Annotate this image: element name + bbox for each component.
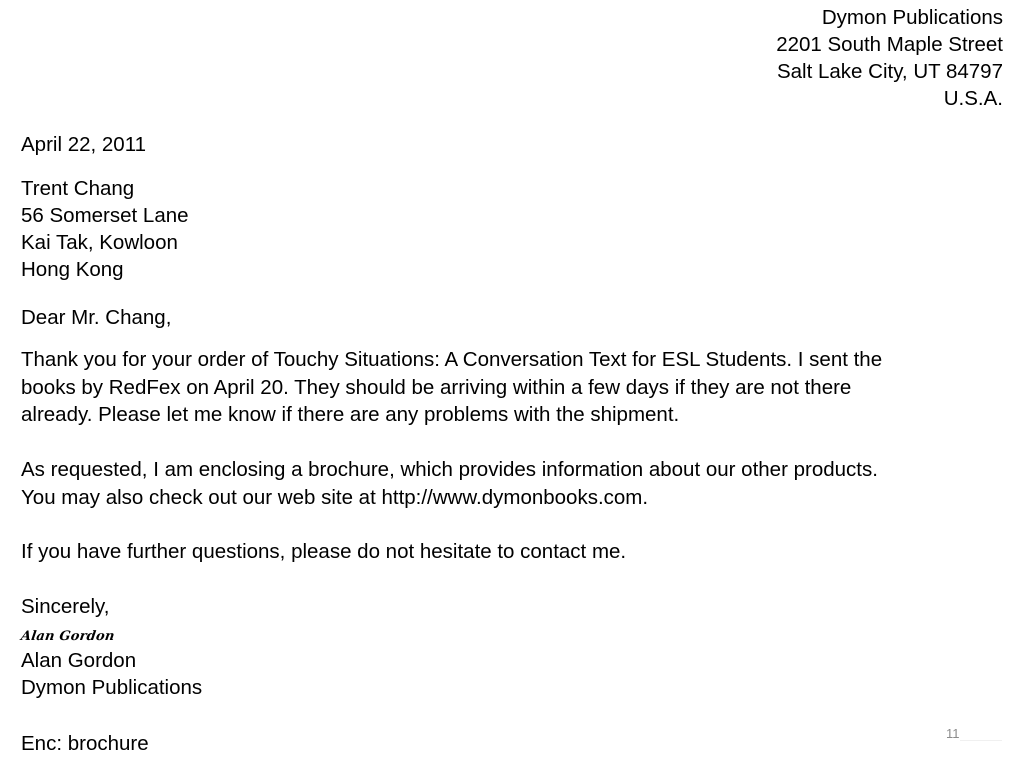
valediction: Sincerely,: [21, 595, 110, 618]
body-paragraph-1: [21, 346, 1001, 429]
handwritten-signature: Alan Gordon: [19, 629, 116, 644]
sender-address: [776, 4, 1003, 112]
letter-date: April 22, 2011: [21, 133, 146, 156]
body-paragraph-3: [21, 538, 1001, 566]
body-line: As requested, I am enclosing a brochure, which provides information about our other products.: [21, 458, 878, 481]
sender-company: Dymon Publications: [821, 6, 1003, 29]
recipient-country: Hong Kong: [21, 258, 124, 281]
signer-name: Alan Gordon: [21, 649, 137, 672]
sender-country: U.S.A.: [943, 87, 1003, 110]
body-line: books by RedFex on April 20. They should be arriving within a few days if they are not there: [21, 375, 852, 399]
recipient-address: [21, 175, 189, 283]
closing-block: [21, 593, 202, 701]
salutation-text: Dear Mr. Chang,: [21, 306, 172, 329]
body-line: Thank you for your order of Touchy Situations: A Conversation Text for ESL Students. I sent the: [21, 348, 883, 371]
signer-company: Dymon Publications: [21, 676, 203, 699]
recipient-street: 56 Somerset Lane: [21, 204, 189, 227]
recipient-district: Kai Tak, Kowloon: [21, 231, 178, 254]
body-line: already. Please let me know if there are any problems with the shipment.: [21, 403, 680, 426]
body-line: If you have further questions, please do not hesitate to contact me.: [21, 540, 627, 563]
enclosure-note: Enc: brochure: [21, 732, 149, 755]
recipient-name: Trent Chang: [21, 177, 135, 200]
body-line: You may also check out our web site at http://www.dymonbooks.com.: [21, 485, 649, 509]
body-paragraph-2: [21, 456, 1001, 511]
salutation: [21, 304, 171, 331]
sender-city: Salt Lake City, UT 84797: [776, 60, 1003, 83]
sender-street: 2201 South Maple Street: [776, 33, 1003, 56]
page-number: 11: [946, 726, 960, 741]
footer-divider: [960, 740, 1002, 741]
